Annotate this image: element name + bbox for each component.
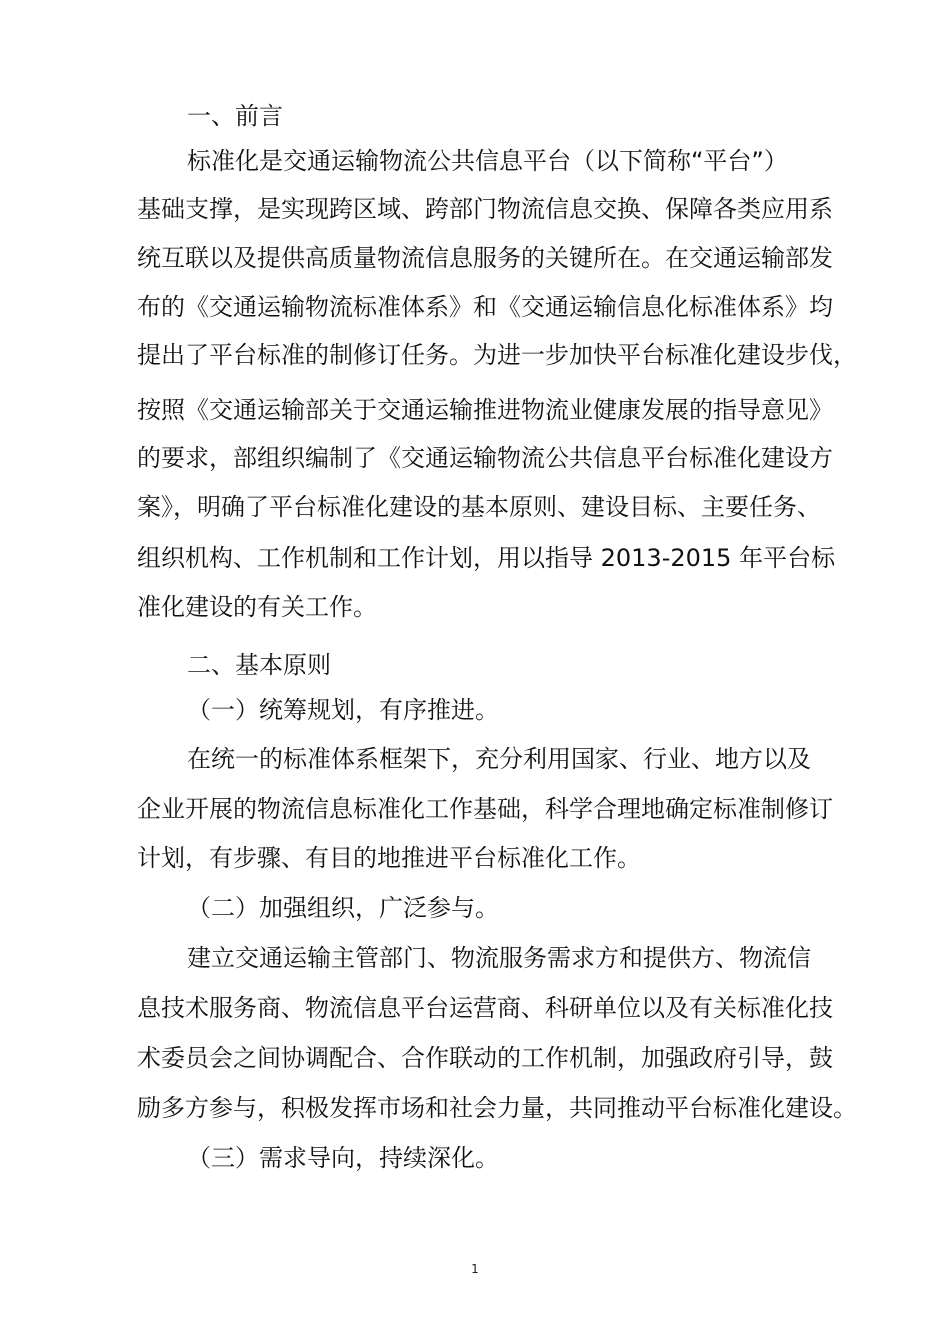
paragraph-line: 的要求，部组织编制了《交通运输物流公共信息平台标准化建设方: [137, 444, 833, 472]
paragraph-line: 息技术服务商、物流信息平台运营商、科研单位以及有关标准化技: [137, 994, 833, 1022]
paragraph-line: 按照《交通运输部关于交通运输推进物流业健康发展的指导意见》: [137, 396, 833, 424]
section-heading-preface: 一、前言: [187, 102, 283, 130]
paragraph-line: 术委员会之间协调配合、合作联动的工作机制，加强政府引导，鼓: [137, 1044, 833, 1072]
paragraph-line: 建立交通运输主管部门、物流服务需求方和提供方、物流信: [187, 944, 811, 972]
paragraph-line: 组织机构、工作机制和工作计划，用以指导 2013-2015 年平台标: [137, 544, 836, 572]
paragraph-line: 计划，有步骤、有目的地推进平台标准化工作。: [137, 844, 641, 872]
paragraph-line: 统互联以及提供高质量物流信息服务的关键所在。在交通运输部发: [137, 244, 833, 272]
paragraph-line: 标准化是交通运输物流公共信息平台（以下简称“平台”）: [187, 147, 788, 175]
section-heading-principles: 二、基本原则: [187, 651, 331, 679]
paragraph-line: 企业开展的物流信息标准化工作基础，科学合理地确定标准制修订: [137, 795, 833, 823]
subheading-item-1: （一）统筹规划，有序推进。: [187, 696, 499, 724]
subheading-item-2: （二）加强组织，广泛参与。: [187, 894, 499, 922]
page-number: 1: [471, 1262, 479, 1276]
paragraph-line: 布的《交通运输物流标准体系》和《交通运输信息化标准体系》均: [137, 293, 833, 321]
paragraph-line: 基础支撑，是实现跨区域、跨部门物流信息交换、保障各类应用系: [137, 195, 833, 223]
paragraph-line: 提出了平台标准的制修订任务。为进一步加快平台标准化建设步伐，: [137, 341, 857, 369]
paragraph-line: 案》，明确了平台标准化建设的基本原则、建设目标、主要任务、: [137, 493, 821, 521]
paragraph-line: 在统一的标准体系框架下，充分利用国家、行业、地方以及: [187, 745, 811, 773]
subheading-item-3: （三）需求导向，持续深化。: [187, 1144, 499, 1172]
paragraph-line: 励多方参与，积极发挥市场和社会力量，共同推动平台标准化建设。: [137, 1094, 857, 1122]
paragraph-line: 准化建设的有关工作。: [137, 593, 377, 621]
